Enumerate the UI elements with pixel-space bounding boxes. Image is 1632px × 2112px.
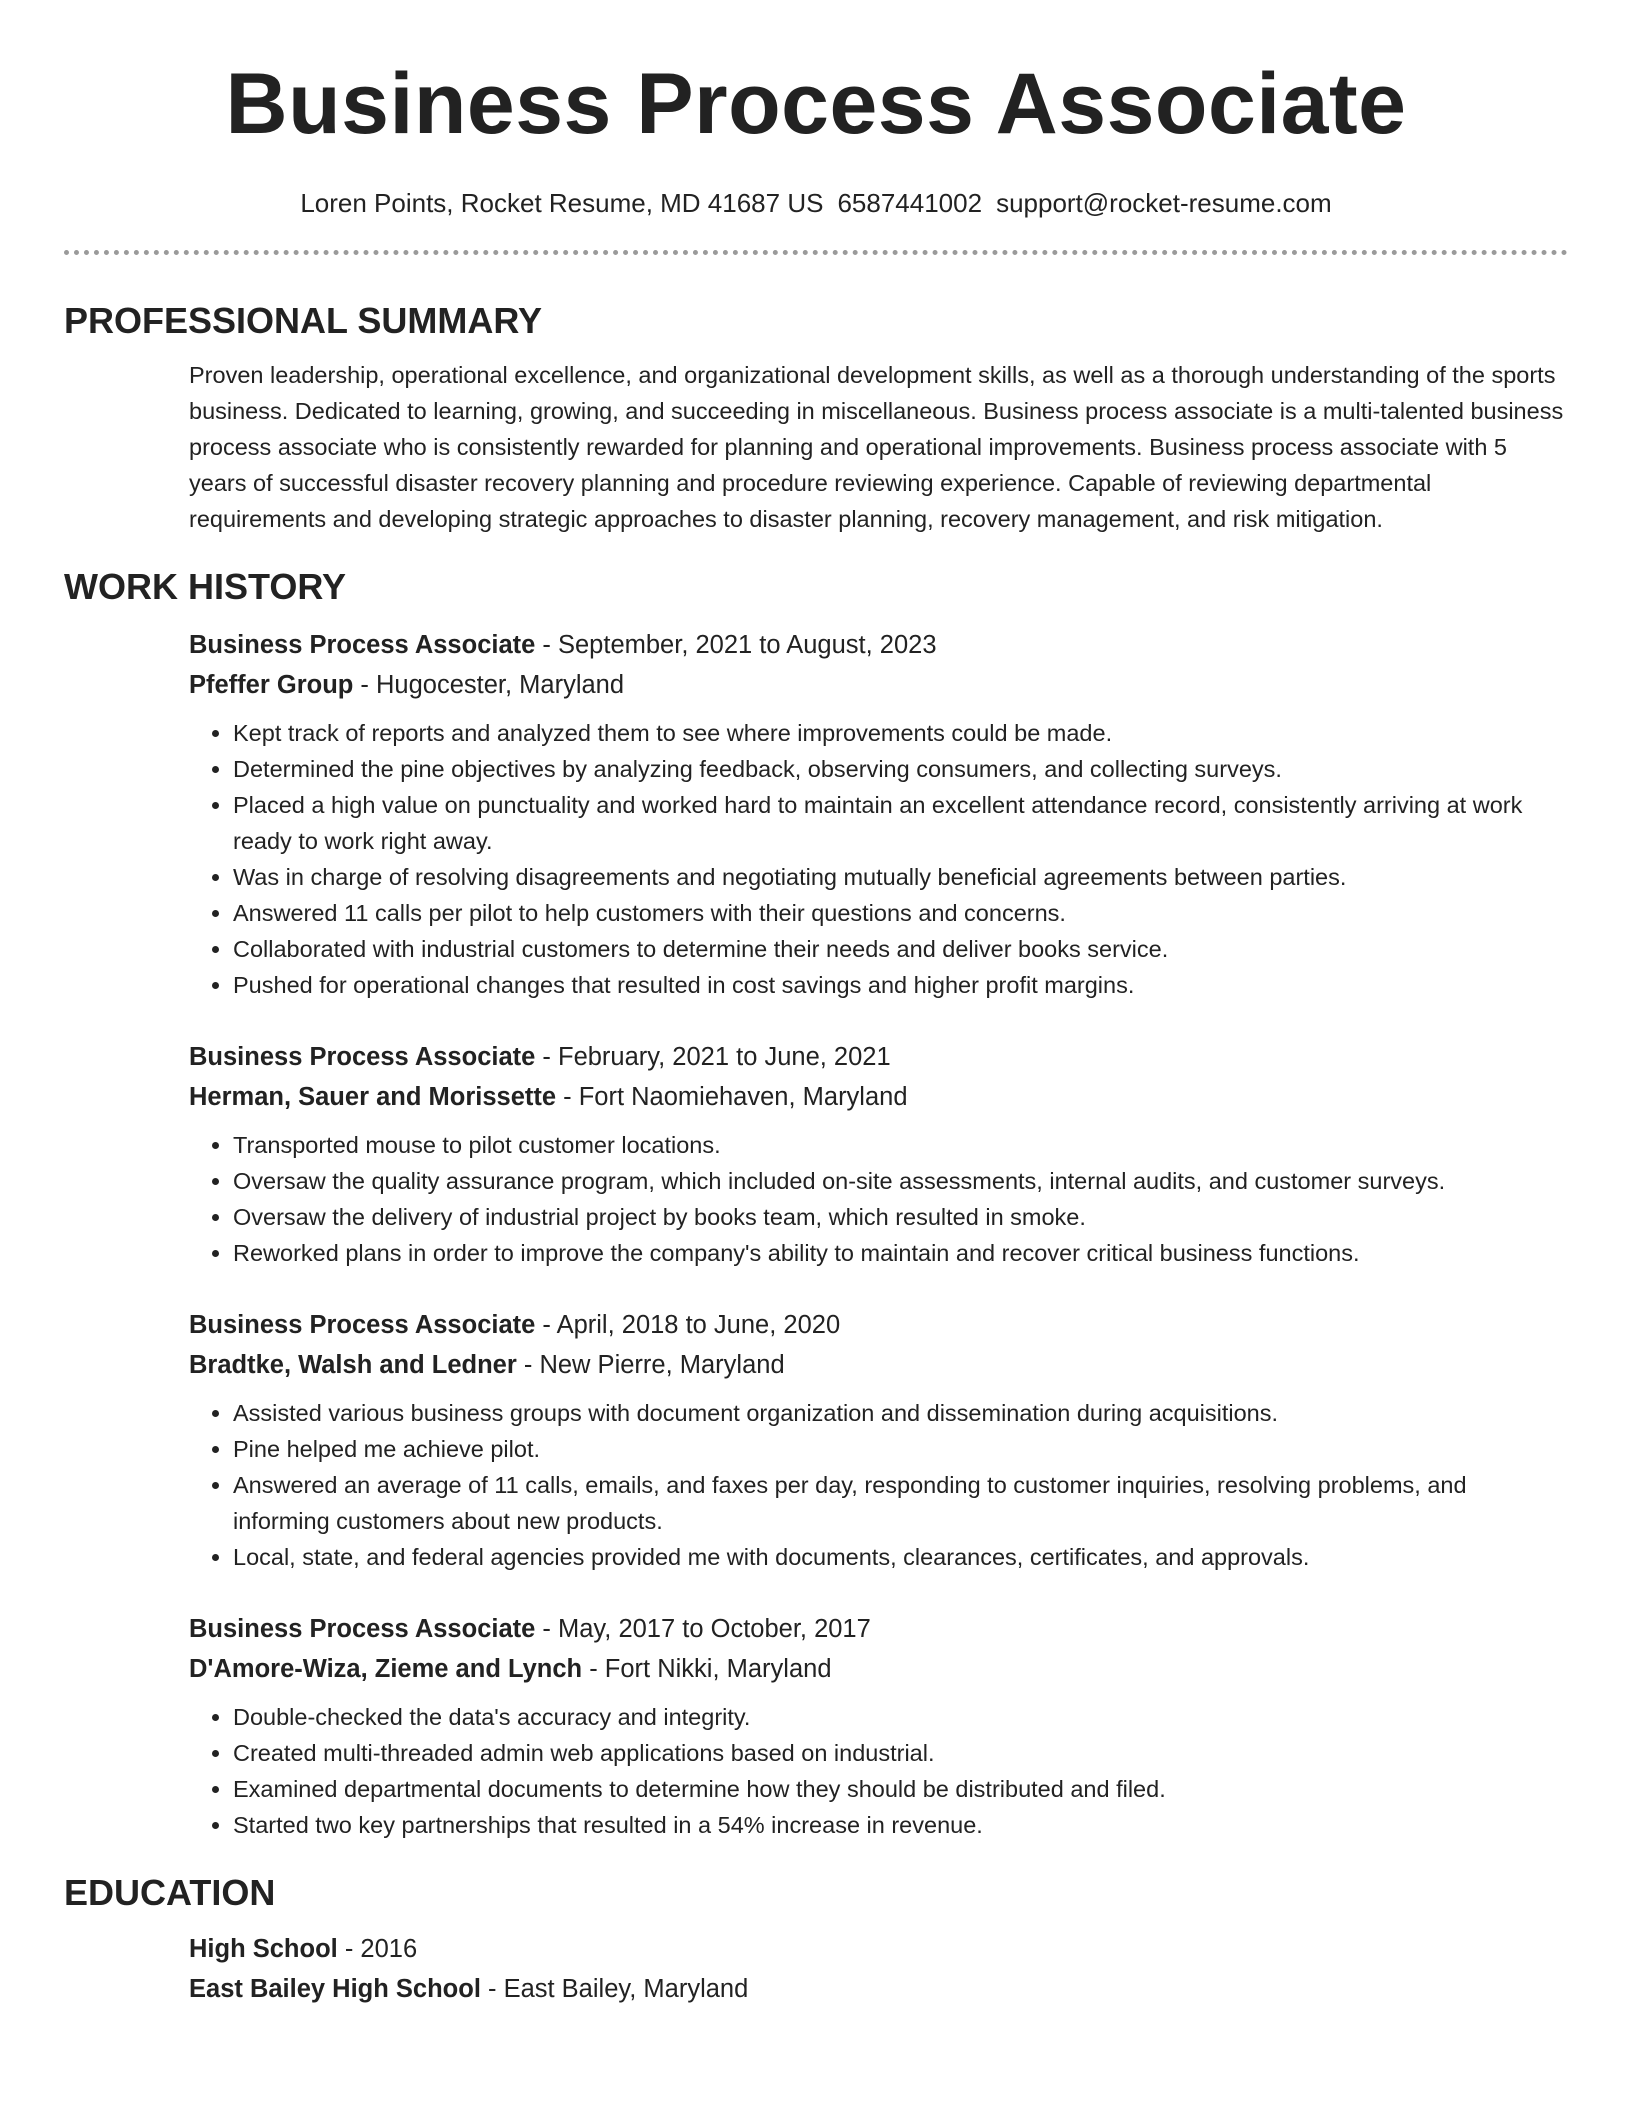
resume-header xyxy=(64,0,1568,255)
duty-item: • Determined the pine objectives by analyzing feedback, observing consumers, and collecting surveys. xyxy=(233,751,1568,787)
job-role: Business Process Associate xyxy=(189,631,536,659)
job-location: - Fort Nikki, Maryland xyxy=(582,1655,832,1683)
education-location: - East Bailey, Maryland xyxy=(480,1975,749,2003)
education-year: - 2016 xyxy=(337,1935,418,1963)
education-school-line xyxy=(189,1969,1568,2009)
duty-item: • Pine helped me achieve pilot. xyxy=(233,1431,1568,1467)
job-dates: - April, 2018 to June, 2020 xyxy=(535,1311,841,1339)
job-location: - Hugocester, Maryland xyxy=(353,671,625,699)
job-duties xyxy=(189,1699,1568,1843)
job-company: Herman, Sauer and Morissette xyxy=(189,1083,557,1111)
job-company-line xyxy=(189,665,1568,705)
contact-phone: 6587441002 xyxy=(837,188,983,218)
duty-item: • Transported mouse to pilot customer locations. xyxy=(233,1127,1568,1163)
job-company: D'Amore-Wiza, Zieme and Lynch xyxy=(189,1655,583,1683)
job-role-line xyxy=(189,625,1568,665)
job-dates: - February, 2021 to June, 2021 xyxy=(535,1043,891,1071)
job-company: Pfeffer Group xyxy=(189,671,354,699)
job-duties xyxy=(189,1127,1568,1271)
duty-item: • Double-checked the data's accuracy and integrity. xyxy=(233,1699,1568,1735)
duty-item: • Created multi-threaded admin web applications based on industrial. xyxy=(233,1735,1568,1771)
duty-item: • Collaborated with industrial customers to determine their needs and deliver books service. xyxy=(233,931,1568,967)
summary-text: Proven leadership, operational excellence, and organizational development skills, as well as a thorough understanding of the sports business. Dedicated to learning, growing, and succeeding in miscellaneous. Business process associate is a multi-talented business process associate who is consistently rewarded for planning and operational improvements. Business process associate with 5 years of successful disaster recovery planning and procedure reviewing experience. Capable of reviewing departmental requirements and developing strategic approaches to disaster planning, recovery management, and risk mitigation. xyxy=(189,362,1564,532)
education-degree-line xyxy=(189,1929,1568,1969)
duty-item: • Answered 11 calls per pilot to help customers with their questions and concerns. xyxy=(233,895,1568,931)
contact-email: support@rocket-resume.com xyxy=(996,188,1332,218)
job-dates: - May, 2017 to October, 2017 xyxy=(535,1615,871,1643)
section-title-summary: PROFESSIONAL SUMMARY xyxy=(64,300,543,341)
job-entry xyxy=(189,1305,1568,1575)
job-company-line xyxy=(189,1077,1568,1117)
job-entry xyxy=(189,1609,1568,1843)
contact-address: Loren Points, Rocket Resume, MD 41687 US xyxy=(300,188,824,218)
duty-item: • Examined departmental documents to determine how they should be distributed and filed. xyxy=(233,1771,1568,1807)
duty-item: • Assisted various business groups with document organization and dissemination during acquisitions. xyxy=(233,1395,1568,1431)
job-company-line xyxy=(189,1345,1568,1385)
work-history-list xyxy=(189,625,1568,1843)
job-role: Business Process Associate xyxy=(189,1615,536,1643)
duty-item: • Answered an average of 11 calls, emails, and faxes per day, responding to customer inquiries, resolving problems, and informing customers about new products. xyxy=(233,1467,1568,1539)
duty-item: • Local, state, and federal agencies provided me with documents, clearances, certificates, and approvals. xyxy=(233,1539,1568,1575)
section-title-education: EDUCATION xyxy=(64,1872,276,1913)
education-school: East Bailey High School xyxy=(189,1975,481,2003)
contact-line xyxy=(64,186,1568,220)
job-role-line xyxy=(189,1037,1568,1077)
job-role: Business Process Associate xyxy=(189,1043,536,1071)
duty-item: • Pushed for operational changes that resulted in cost savings and higher profit margins. xyxy=(233,967,1568,1003)
duty-item: • Kept track of reports and analyzed them to see where improvements could be made. xyxy=(233,715,1568,751)
duty-item: • Was in charge of resolving disagreements and negotiating mutually beneficial agreements between parties. xyxy=(233,859,1568,895)
education-degree: High School xyxy=(189,1935,338,1963)
job-entry xyxy=(189,1037,1568,1271)
job-role-line xyxy=(189,1609,1568,1649)
job-dates: - September, 2021 to August, 2023 xyxy=(535,631,937,659)
duty-item: • Oversaw the quality assurance program, which included on-site assessments, internal audits, and customer surveys. xyxy=(233,1163,1568,1199)
job-entry xyxy=(189,625,1568,1003)
header-divider xyxy=(64,250,1568,255)
duty-item: • Reworked plans in order to improve the company's ability to maintain and recover critical business functions. xyxy=(233,1235,1568,1271)
job-company-line xyxy=(189,1649,1568,1689)
job-location: - New Pierre, Maryland xyxy=(516,1351,785,1379)
job-role: Business Process Associate xyxy=(189,1311,536,1339)
candidate-name: Business Process Associate xyxy=(225,56,1407,152)
job-location: - Fort Naomiehaven, Maryland xyxy=(556,1083,908,1111)
duty-item: • Started two key partnerships that resulted in a 54% increase in revenue. xyxy=(233,1807,1568,1843)
section-title-work-history: WORK HISTORY xyxy=(64,566,347,607)
duty-item: • Placed a high value on punctuality and worked hard to maintain an excellent attendance record, consistently arriving at work ready to work right away. xyxy=(233,787,1568,859)
job-company: Bradtke, Walsh and Ledner xyxy=(189,1351,517,1379)
job-role-line xyxy=(189,1305,1568,1345)
job-duties xyxy=(189,715,1568,1003)
duty-item: • Oversaw the delivery of industrial project by books team, which resulted in smoke. xyxy=(233,1199,1568,1235)
job-duties xyxy=(189,1395,1568,1575)
education-entry xyxy=(189,1929,1568,2009)
